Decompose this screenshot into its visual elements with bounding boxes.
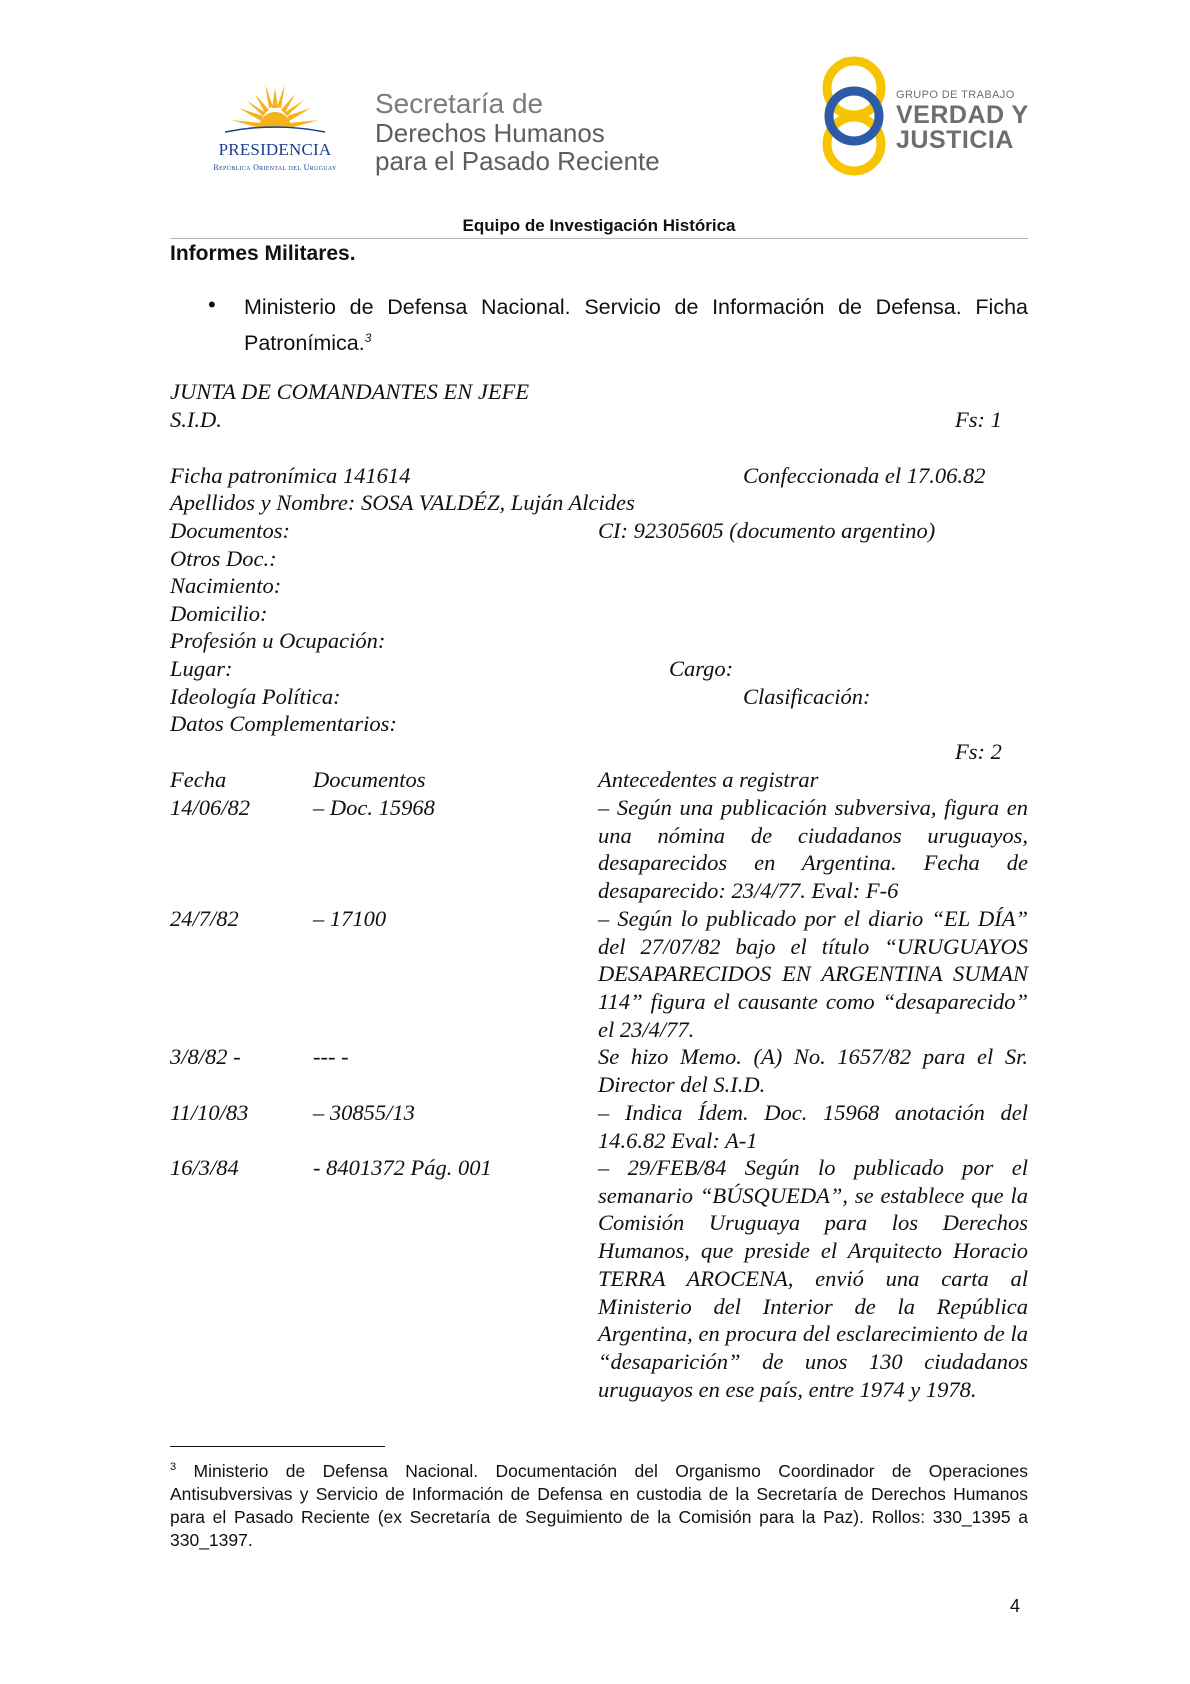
footnote-divider xyxy=(170,1446,385,1447)
row-5-fecha: 16/3/84 xyxy=(170,1155,239,1180)
presidencia-name: PRESIDENCIA xyxy=(218,140,332,159)
col-header-documentos: Documentos xyxy=(313,767,426,792)
row-4-antecedentes: – Indica Ídem. Doc. 15968 anotación del 14.6.82 Eval: A-1 xyxy=(598,1100,1028,1153)
verdad-justicia-logo xyxy=(820,55,1040,180)
secretaria-line-1: Secretaría de xyxy=(375,88,544,119)
justicia-label: JUSTICIA xyxy=(896,126,1014,154)
footnote-text: Ministerio de Defensa Nacional. Documentación del Organismo Coordinador de Operaciones Antisubversivas y Servicio de Información de Defensa en custodia de la Secretaría de Derechos Humanos para el Pasado Reciente (ex Secretaría de Seguimiento de la Comisión para la Paz). Rollos: 330_1395 a 330_1397. xyxy=(170,1460,1028,1550)
ficha-profesion: Profesión u Ocupación: xyxy=(170,628,386,653)
bullet-icon: • xyxy=(208,292,216,317)
footnote-number: 3 xyxy=(170,1461,177,1473)
footnote-ref[interactable]: 3 xyxy=(364,331,372,345)
row-3-doc: --- - xyxy=(313,1044,349,1069)
row-4-fecha: 11/10/83 xyxy=(170,1100,249,1125)
ficha-org: JUNTA DE COMANDANTES EN JEFE xyxy=(170,379,530,404)
ficha-documentos: Documentos: xyxy=(170,518,290,543)
bullet-text: Ministerio de Defensa Nacional. Servicio de Información de Defensa. Ficha Patronímica. xyxy=(244,295,1028,356)
page-number: 4 xyxy=(1010,1596,1021,1616)
secretaria-line-3: para el Pasado Reciente xyxy=(375,146,660,176)
secretaria-line-2: Derechos Humanos xyxy=(375,118,605,148)
footnote xyxy=(170,1456,1028,1552)
verdad-label: VERDAD Y xyxy=(896,101,1029,129)
ficha-fs2: Fs: 2 xyxy=(955,739,1002,764)
ficha-nacimiento: Nacimiento: xyxy=(170,573,282,598)
ficha-domicilio: Domicilio: xyxy=(170,601,268,626)
secretaria-title xyxy=(375,89,660,175)
section-title: Informes Militares. xyxy=(170,242,356,265)
ficha-lugar: Lugar: xyxy=(170,656,233,681)
row-1-antecedentes: – Según una publicación subversiva, figura en una nómina de ciudadanos uruguayos, desaparecidos en Argentina. Fecha de desaparecido: 23/4/77. Eval: F-6 xyxy=(598,795,1028,904)
presidencia-subtitle: República Oriental del Uruguay xyxy=(213,163,337,172)
grupo-trabajo-label: GRUPO DE TRABAJO xyxy=(896,89,1015,101)
col-header-fecha: Fecha xyxy=(170,767,227,792)
row-3-fecha: 3/8/82 - xyxy=(170,1044,241,1069)
ficha-ci: CI: 92305605 (documento argentino) xyxy=(598,518,936,543)
row-2-antecedentes: – Según lo publicado por el diario “EL DÍA” del 27/07/82 bajo el título “URUGUAYOS DESAPARECIDOS EN ARGENTINA SUMAN 114” figura el causante como “desaparecido” el 23/4/77. xyxy=(598,906,1028,1042)
team-header: Equipo de Investigación Histórica xyxy=(462,216,736,235)
row-5-antecedentes: – 29/FEB/84 Según lo publicado por el semanario “BÚSQUEDA”, se establece que la Comisión Uruguaya para los Derechos Humanos, que preside el Arquitecto Horacio TERRA AROCENA, envió una carta al Ministerio del Interior de la República Argentina, en procura del esclarecimiento de la “desaparición” de unos 130 ciudadanos uruguayos en ese país, entre 1974 y 1978. xyxy=(598,1155,1028,1402)
ficha-clasificacion: Clasificación: xyxy=(743,684,871,709)
row-3-antecedentes: Se hizo Memo. (A) No. 1657/82 para el Sr. Director del S.I.D. xyxy=(598,1044,1028,1097)
ficha-confeccionada: Confeccionada el 17.06.82 xyxy=(743,463,986,488)
rings-icon xyxy=(820,55,890,180)
ficha-datos: Datos Complementarios: xyxy=(170,711,397,736)
col-header-antecedentes: Antecedentes a registrar xyxy=(598,767,819,792)
ficha-ideologia: Ideología Política: xyxy=(170,684,341,709)
row-2-doc: – 17100 xyxy=(313,906,387,931)
row-1-fecha: 14/06/82 xyxy=(170,795,251,820)
ficha-sid: S.I.D. xyxy=(170,407,222,432)
header-divider xyxy=(170,238,1028,239)
ficha-otros-doc: Otros Doc.: xyxy=(170,546,277,571)
bullet-item xyxy=(244,292,1028,359)
ficha-number: Ficha patronímica 141614 xyxy=(170,463,411,488)
row-4-doc: – 30855/13 xyxy=(313,1100,415,1125)
presidencia-logo xyxy=(195,78,355,178)
row-2-fecha: 24/7/82 xyxy=(170,906,239,931)
ficha-fs1: Fs: 1 xyxy=(955,407,1002,432)
ficha-cargo: Cargo: xyxy=(669,656,734,681)
row-1-doc: – Doc. 15968 xyxy=(313,795,435,820)
sun-icon xyxy=(225,78,325,140)
row-5-doc: - 8401372 Pág. 001 xyxy=(313,1155,492,1180)
ficha-apellidos: Apellidos y Nombre: SOSA VALDÉZ, Luján Alcides xyxy=(170,490,635,515)
